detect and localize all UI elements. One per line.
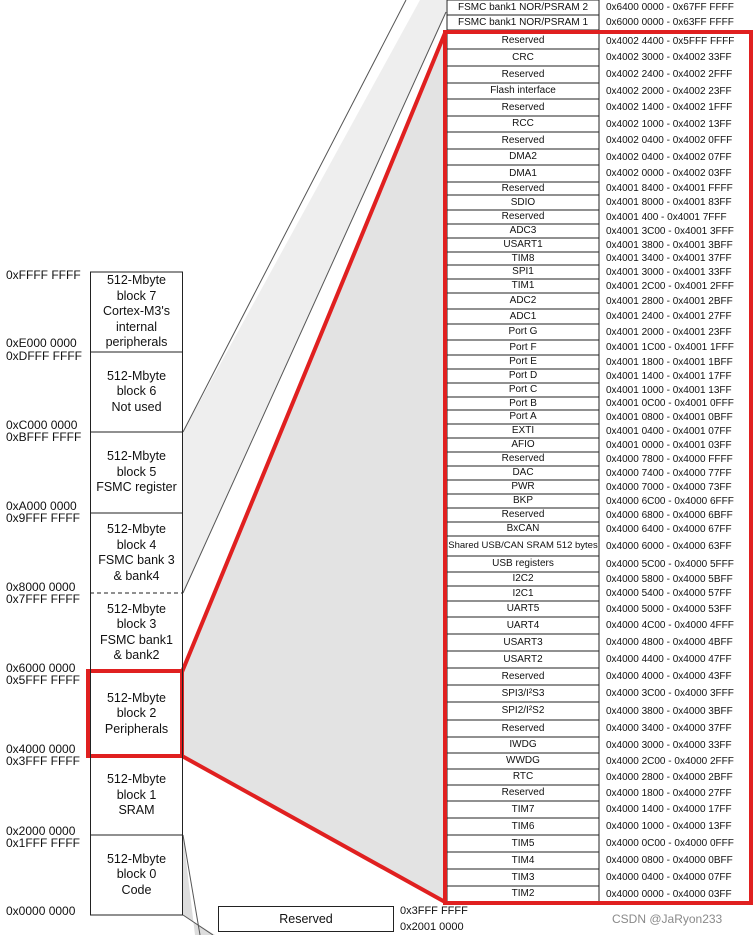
peripheral-name: USART1 [503, 239, 543, 250]
peripheral-address-range: 0x4000 6000 - 0x4000 63FF [606, 540, 732, 552]
peripheral-address-range: 0x4000 6C00 - 0x4000 6FFF [606, 495, 734, 507]
peripheral-name: TIM2 [511, 888, 535, 899]
peripheral-name: WWDG [506, 755, 540, 766]
peripheral-address-range: 0x4000 1400 - 0x4000 17FF [606, 804, 732, 815]
peripheral-address-range: 0x4002 4400 - 0x5FFF FFFF [606, 35, 735, 47]
peripheral-address-range: 0x4001 3000 - 0x4001 33FF [606, 266, 732, 278]
peripheral-address-range: 0x4001 2000 - 0x4001 23FF [606, 326, 732, 338]
peripheral-address-range: 0x4000 6400 - 0x4000 67FF [606, 523, 732, 535]
memory-block-label: 512-Mbyte block 6 Not used [106, 368, 167, 414]
peripheral-name: TIM8 [511, 252, 535, 264]
peripheral-address-range: 0x4001 1800 - 0x4001 1BFF [606, 356, 733, 368]
block-address-label: 0x6000 0000 [6, 661, 76, 675]
peripheral-name: Reserved [501, 509, 545, 520]
peripheral-name: DMA1 [509, 167, 537, 179]
peripheral-name: AFIO [511, 439, 535, 450]
sram-zoom-wedge [183, 835, 215, 935]
peripheral-name: DMA2 [509, 151, 537, 162]
peripheral-address-range: 0x4001 1C00 - 0x4001 1FFF [606, 342, 734, 353]
peripheral-address-range: 0x4002 3000 - 0x4002 33FF [606, 52, 732, 63]
watermark: CSDN @JaRyon233 [612, 912, 723, 926]
peripheral-name: Reserved [501, 134, 545, 146]
peripheral-address-range: 0x4000 6800 - 0x4000 6BFF [606, 509, 733, 521]
block-address-label: 0xBFFF FFFF [6, 430, 82, 444]
peripheral-address-range: 0x4000 5400 - 0x4000 57FF [606, 588, 732, 599]
peripheral-name: Flash interface [490, 85, 556, 96]
peripheral-name: Reserved [501, 211, 545, 222]
peripheral-name: DAC [512, 467, 534, 478]
peripheral-address-range: 0x4001 2400 - 0x4001 27FF [606, 311, 732, 322]
peripheral-address-range: 0x4000 1000 - 0x4000 13FF [606, 821, 732, 832]
peripheral-name: Reserved [501, 182, 545, 194]
peripheral-name: Reserved [501, 670, 545, 682]
peripheral-address-range: 0x4000 5C00 - 0x4000 5FFF [606, 558, 734, 570]
peripheral-name: SPI3/I²S3 [501, 687, 545, 699]
peripheral-name: UART5 [506, 603, 540, 614]
memory-block [90, 756, 183, 835]
peripheral-name: Port E [509, 356, 537, 367]
memory-block [90, 513, 183, 593]
peripheral-address-range: 0x4001 3800 - 0x4001 3BFF [606, 239, 733, 251]
memory-block [90, 835, 183, 915]
peripheral-address-range: 0x4000 4C00 - 0x4000 4FFF [606, 620, 734, 631]
peripheral-name: Port C [508, 384, 538, 395]
peripheral-address-range: 0x4000 7400 - 0x4000 77FF [606, 467, 732, 479]
block-address-label: 0x4000 0000 [6, 742, 76, 756]
peripheral-name: Reserved [501, 35, 545, 46]
peripheral-address-range: 0x4001 0800 - 0x4001 0BFF [606, 411, 733, 423]
peripheral-name: TIM1 [511, 280, 535, 291]
peripheral-name: TIM5 [511, 837, 535, 849]
peripheral-name: I2C1 [512, 587, 534, 599]
peripheral-address-range: 0x4001 3400 - 0x4001 37FF [606, 253, 732, 264]
peripheral-name: ADC2 [509, 295, 537, 306]
peripheral-name: CRC [512, 51, 534, 63]
peripheral-address-range: 0x4000 3800 - 0x4000 3BFF [606, 705, 733, 717]
memory-block [90, 352, 183, 432]
block-address-label: 0xDFFF FFFF [6, 349, 82, 363]
memory-block-label: 512-Mbyte block 5 FSMC register [96, 449, 177, 495]
peripheral-name: Port G [508, 326, 538, 337]
peripheral-name: USART2 [503, 653, 543, 665]
peripheral-name: SPI2/I²S2 [501, 705, 545, 716]
peripheral-address-range: 0x4000 5800 - 0x4000 5BFF [606, 573, 733, 585]
peripheral-name: Reserved [501, 787, 545, 798]
peripheral-address-range: 0x4000 0400 - 0x4000 07FF [606, 872, 732, 883]
peripheral-name: ADC1 [509, 310, 537, 322]
block-address-label: 0xFFFF FFFF [6, 268, 81, 282]
peripheral-name: TIM3 [511, 871, 535, 883]
block-address-label: 0x7FFF FFFF [6, 592, 80, 606]
peripheral-address-range: 0x4002 1000 - 0x4002 13FF [606, 118, 732, 130]
memory-block-label: 512-Mbyte block 3 FSMC bank1 & bank2 [100, 601, 173, 662]
fsmc-region-name: FSMC bank1 NOR/PSRAM 1 [457, 17, 589, 28]
fsmc-region-range: 0x6000 0000 - 0x63FF FFFF [606, 17, 734, 28]
peripheral-name: SDIO [510, 196, 536, 208]
peripheral-name: Port B [509, 397, 537, 409]
memory-block [90, 432, 183, 513]
peripheral-name: TIM4 [511, 854, 535, 866]
peripheral-address-range: 0x4002 2400 - 0x4002 2FFF [606, 69, 733, 80]
peripheral-name: Port A [509, 411, 537, 422]
peripheral-address-range: 0x4001 1000 - 0x4001 13FF [606, 384, 732, 396]
peripheral-address-range: 0x4000 3400 - 0x4000 37FF [606, 723, 732, 734]
peripheral-address-range: 0x4000 7000 - 0x4000 73FF [606, 481, 732, 493]
peripheral-name: TIM7 [511, 803, 535, 815]
peripheral-name: EXTI [511, 425, 535, 436]
zoom-projection [183, 0, 446, 935]
peripheral-address-range: 0x4000 3000 - 0x4000 33FF [606, 739, 732, 751]
block-address-label: 0x1FFF FFFF [6, 836, 80, 850]
peripheral-name: SPI1 [512, 266, 534, 277]
peripheral-address-range: 0x4001 3C00 - 0x4001 3FFF [606, 225, 734, 237]
peripheral-address-range: 0x4002 1400 - 0x4002 1FFF [606, 102, 733, 113]
peripheral-name: Reserved [501, 722, 545, 734]
block-address-label: 0x8000 0000 [6, 580, 76, 594]
peripheral-address-range: 0x4000 3C00 - 0x4000 3FFF [606, 688, 734, 699]
peripheral-address-range: 0x4001 0400 - 0x4001 07FF [606, 425, 732, 437]
block-address-label: 0x2000 0000 [6, 824, 76, 838]
peripheral-name: IWDG [509, 739, 537, 750]
peripheral-address-range: 0x4001 8000 - 0x4001 83FF [606, 197, 732, 208]
peripheral-name: BKP [512, 495, 533, 506]
peripheral-address-range: 0x4000 5000 - 0x4000 53FF [606, 603, 732, 615]
block-address-label: 0xC000 0000 [6, 418, 78, 432]
peripheral-name: RTC [512, 771, 534, 782]
peripheral-name: UART4 [506, 619, 540, 631]
peripheral-name: Reserved [501, 453, 545, 464]
memory-block-label: 512-Mbyte block 4 FSMC bank 3 & bank4 [98, 522, 175, 583]
memory-block [90, 593, 183, 672]
peripheral-name: RCC [512, 118, 534, 129]
block-address-label: 0x5FFF FFFF [6, 673, 80, 687]
peripheral-name: Reserved [501, 68, 545, 80]
peripheral-address-range: 0x4000 4000 - 0x4000 43FF [606, 671, 732, 682]
reserved-bottom-low-address: 0x2001 0000 [400, 921, 464, 933]
memory-block-label: 512-Mbyte block 0 Code [106, 851, 167, 897]
peripheral-address-range: 0x4002 0000 - 0x4002 03FF [606, 168, 732, 179]
peripheral-name: PWR [511, 481, 535, 492]
memory-block-label: 512-Mbyte block 1 SRAM [106, 772, 167, 818]
peripheral-address-range: 0x4000 4400 - 0x4000 47FF [606, 654, 732, 665]
peripheral-address-range: 0x4001 0C00 - 0x4001 0FFF [606, 398, 734, 409]
memory-block [90, 672, 183, 756]
peripheral-address-range: 0x4001 2C00 - 0x4001 2FFF [606, 280, 734, 292]
peripheral-name: BxCAN [506, 523, 540, 534]
peripheral-name: ADC3 [509, 225, 537, 236]
memory-block-label: 512-Mbyte block 7 Cortex-M3's internal peripherals [103, 273, 170, 350]
peripheral-address-range: 0x4000 0C00 - 0x4000 0FFF [606, 838, 734, 849]
reserved-bottom-top-address: 0x3FFF FFFF [400, 905, 468, 917]
peripheral-address-range: 0x4001 2800 - 0x4001 2BFF [606, 295, 733, 307]
peripheral-address-range: 0x4001 1400 - 0x4001 17FF [606, 370, 732, 382]
peripheral-address-range: 0x4002 2000 - 0x4002 23FF [606, 85, 732, 97]
peripheral-address-range: 0x4000 0000 - 0x4000 03FF [606, 888, 732, 900]
peripheral-name: I2C2 [512, 573, 534, 584]
peripheral-address-range: 0x4001 400 - 0x4001 7FFF [606, 211, 727, 223]
block-address-label: 0xE000 0000 [6, 336, 77, 350]
peripheral-address-range: 0x4002 0400 - 0x4002 0FFF [606, 135, 733, 146]
memory-block [90, 272, 183, 352]
peripheral-address-range: 0x4000 0800 - 0x4000 0BFF [606, 855, 733, 866]
peripheral-address-range: 0x4001 8400 - 0x4001 FFFF [606, 183, 733, 194]
memory-block-label: 512-Mbyte block 2 Peripherals [104, 690, 169, 736]
peripheral-address-range: 0x4000 4800 - 0x4000 4BFF [606, 637, 733, 648]
peripheral-address-range: 0x4000 2C00 - 0x4000 2FFF [606, 755, 734, 767]
peripheral-name: Port F [509, 341, 537, 353]
block-address-label: 0x9FFF FFFF [6, 511, 80, 525]
peripheral-name: Reserved [501, 101, 545, 113]
block-address-label: 0xA000 0000 [6, 499, 77, 513]
block-address-label: 0x0000 0000 [6, 904, 76, 918]
reserved-region-bottom: Reserved [218, 906, 394, 932]
peripheral-name: USB registers [492, 558, 554, 569]
peripheral-name: Port D [508, 370, 538, 381]
peripheral-address-range: 0x4000 1800 - 0x4000 27FF [606, 787, 732, 799]
block-address-label: 0x3FFF FFFF [6, 754, 80, 768]
peripheral-address-range: 0x4001 0000 - 0x4001 03FF [606, 439, 732, 451]
peripheral-name: USART3 [503, 636, 543, 648]
peripheral-address-range: 0x4000 7800 - 0x4000 FFFF [606, 453, 733, 465]
peripheral-name: TIM6 [511, 820, 535, 832]
fsmc-region-range: 0x6400 0000 - 0x67FF FFFF [606, 2, 734, 13]
fsmc-region-name: FSMC bank1 NOR/PSRAM 2 [457, 2, 589, 13]
peripheral-address-range: 0x4000 2800 - 0x4000 2BFF [606, 771, 733, 783]
peripheral-address-range: 0x4002 0400 - 0x4002 07FF [606, 151, 732, 163]
peripheral-name: Shared USB/CAN SRAM 512 bytes [448, 540, 598, 551]
